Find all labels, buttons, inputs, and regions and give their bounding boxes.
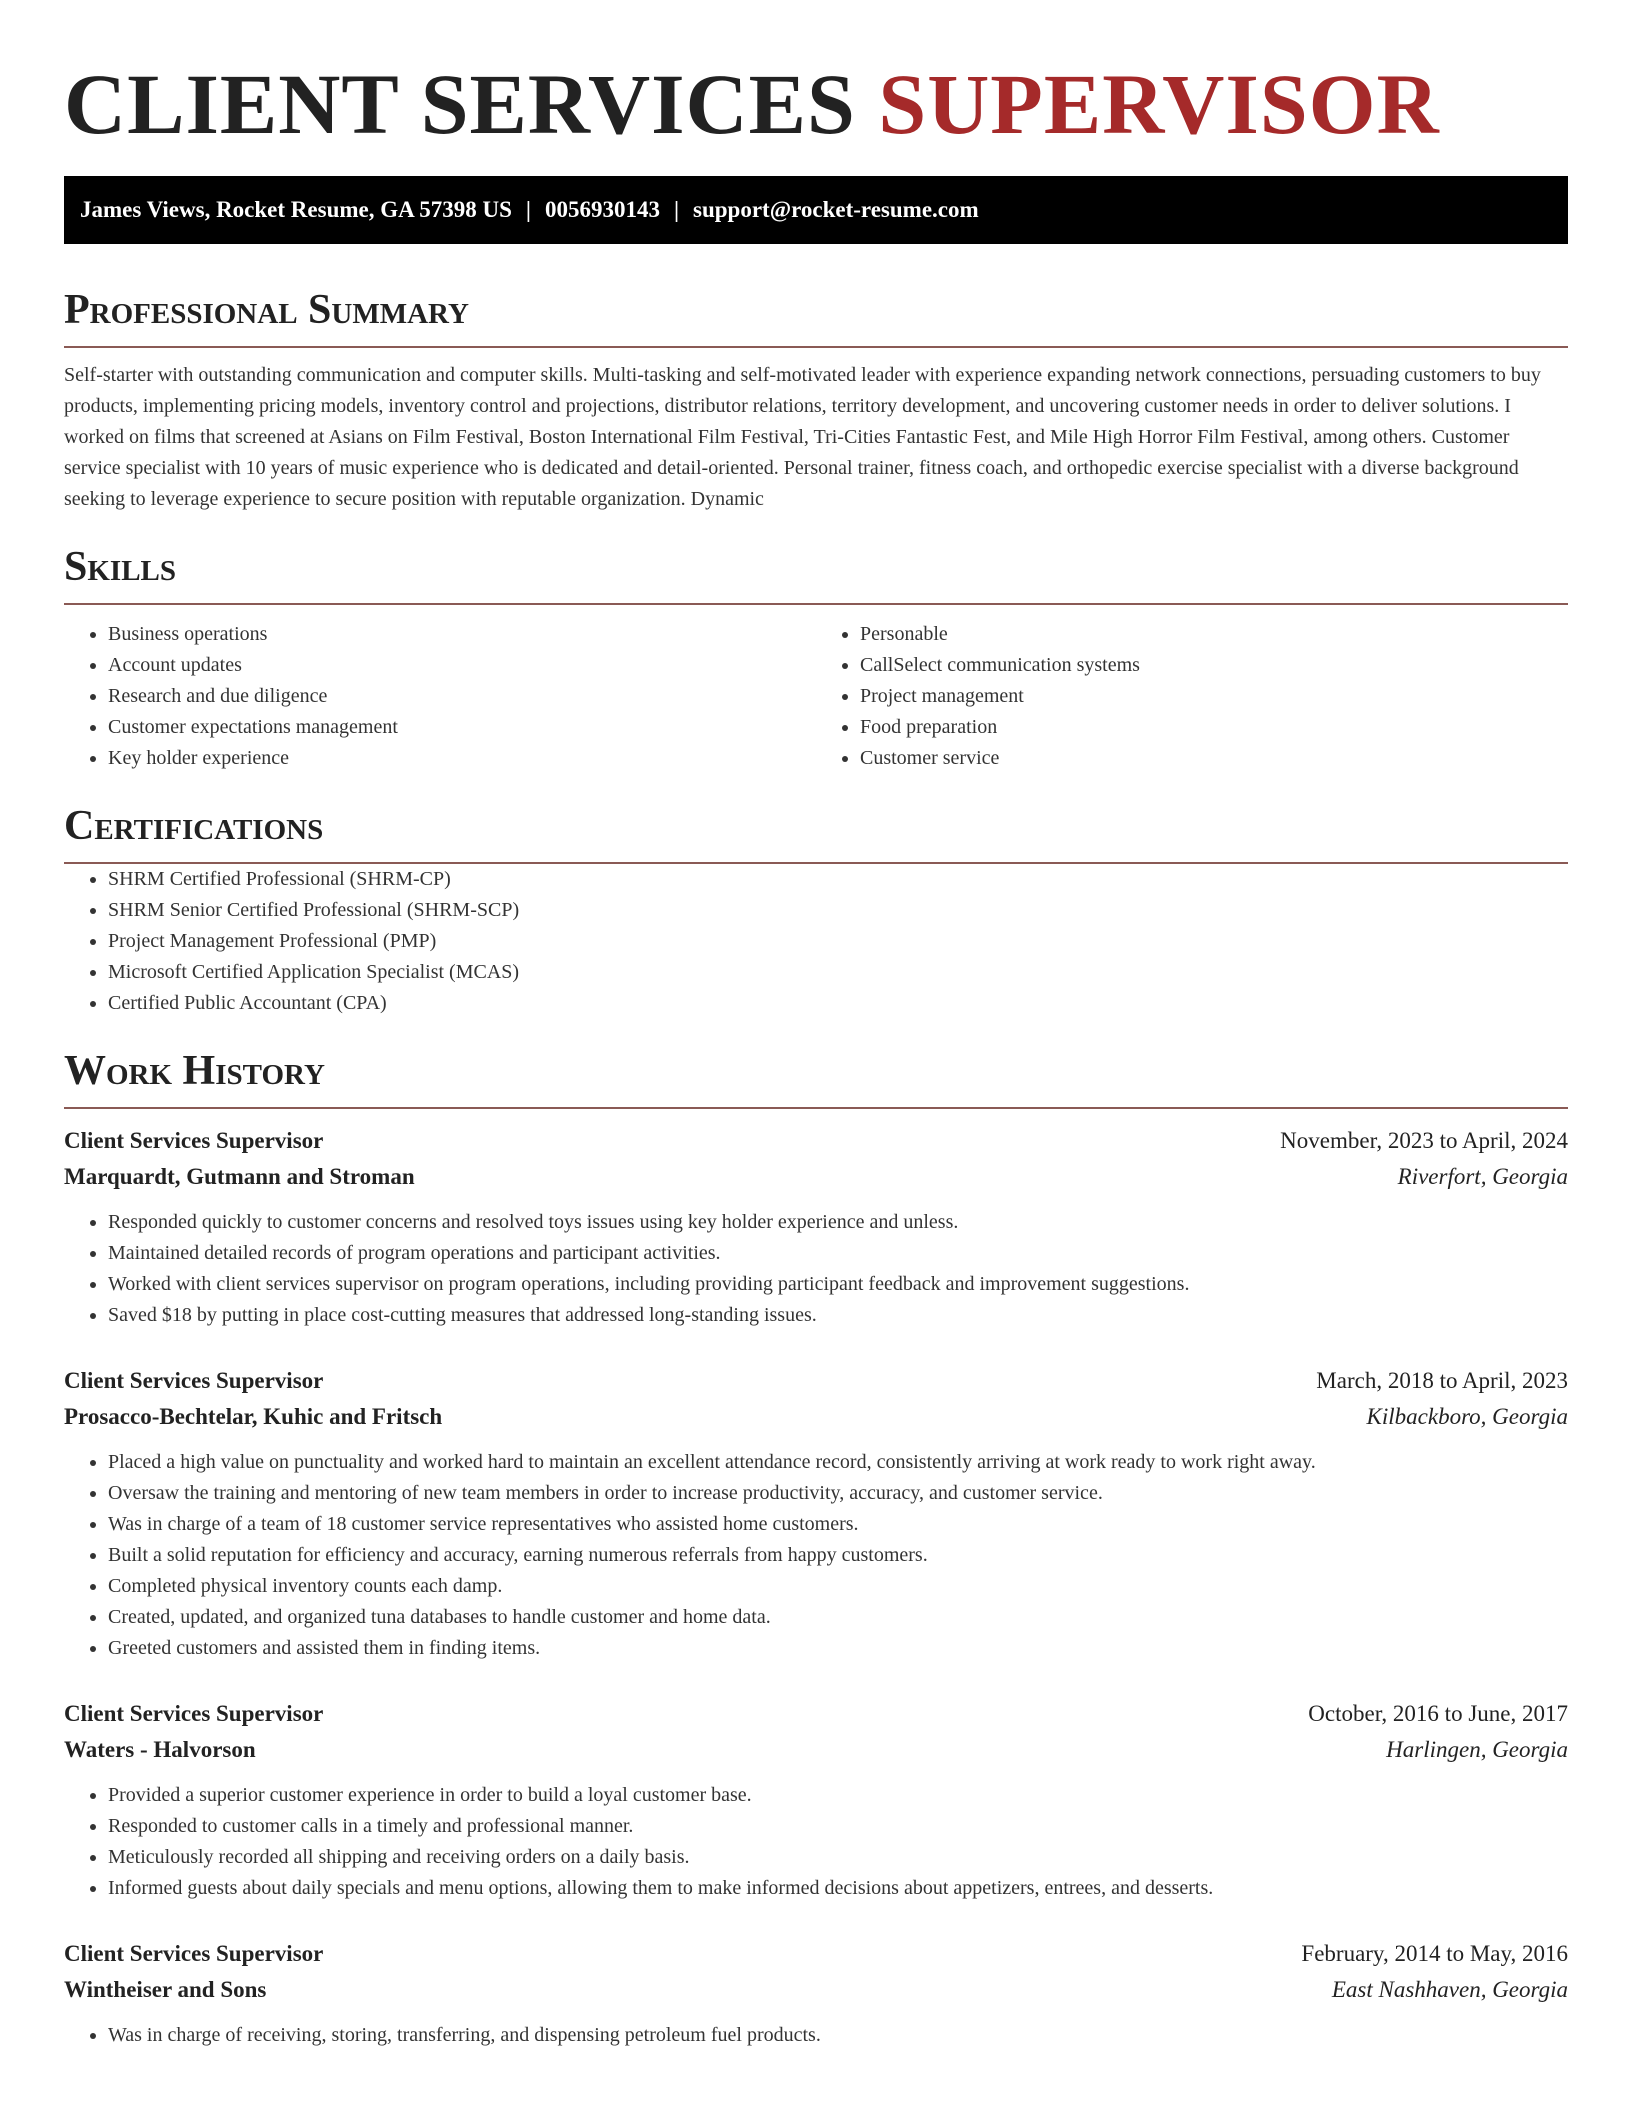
job-header-row (64, 1123, 1568, 1159)
title-main: CLIENT SERVICES (64, 56, 856, 152)
job-bullets (64, 1447, 1568, 1664)
job-bullet: • Built a solid reputation for efficiency and accuracy, earning numerous referrals from happy customers. (108, 1540, 1568, 1571)
job-bullet: • Saved $18 by putting in place cost-cutting measures that addressed long-standing issues. (108, 1300, 1568, 1331)
contact-separator: | (525, 197, 531, 222)
skill-item: • Project management (860, 681, 1568, 712)
job-bullet: • Completed physical inventory counts each damp. (108, 1571, 1568, 1602)
contact-phone[interactable]: 0056930143 (544, 197, 660, 222)
skill-item: • Food preparation (860, 712, 1568, 743)
job-bullet: • Placed a high value on punctuality and worked hard to maintain an excellent attendance record, consistently arriving at work ready to work right away. (108, 1447, 1568, 1478)
skill-item: • Customer service (860, 743, 1568, 774)
job-title: Client Services Supervisor (64, 1128, 324, 1153)
job-bullet: • Provided a superior customer experience in order to build a loyal customer base. (108, 1780, 1568, 1811)
certification-item: • SHRM Certified Professional (SHRM-CP) (108, 864, 1568, 895)
job-subheader-row (64, 1159, 1568, 1195)
job-bullet: • Worked with client services supervisor on program operations, including providing participant feedback and improvement suggestions. (108, 1269, 1568, 1300)
certification-item: • Certified Public Accountant (CPA) (108, 988, 1568, 1019)
job-bullet: • Greeted customers and assisted them in finding items. (108, 1633, 1568, 1664)
job-entry (64, 1936, 1568, 2051)
skill-item: • Personable (860, 619, 1568, 650)
skills-section (64, 541, 1568, 774)
skill-item: • Key holder experience (108, 743, 816, 774)
job-subheader-row (64, 1972, 1568, 2008)
job-bullet: • Responded to customer calls in a timely and professional manner. (108, 1811, 1568, 1842)
job-company: Marquardt, Gutmann and Stroman (64, 1164, 415, 1189)
skill-item: • CallSelect communication systems (860, 650, 1568, 681)
job-dates: November, 2023 to April, 2024 (1280, 1128, 1568, 1153)
work-history-section (64, 1045, 1568, 2051)
job-entry (64, 1363, 1568, 1664)
job-location: Riverfort, Georgia (1397, 1164, 1568, 1189)
certification-item: • SHRM Senior Certified Professional (SHRM-SCP) (108, 895, 1568, 926)
job-company: Prosacco-Bechtelar, Kuhic and Fritsch (64, 1404, 443, 1429)
certification-item: • Project Management Professional (PMP) (108, 926, 1568, 957)
skills-grid (64, 619, 1568, 774)
job-subheader-row (64, 1399, 1568, 1435)
skill-item: • Research and due diligence (108, 681, 816, 712)
certifications-list (64, 864, 1568, 1019)
skills-list-right (816, 619, 1568, 774)
job-title: Client Services Supervisor (64, 1701, 324, 1726)
summary-heading: Professional Summary (64, 284, 1568, 348)
job-header-row (64, 1936, 1568, 1972)
summary-text: Self-starter with outstanding communication and computer skills. Multi-tasking and self-motivated leader with experience expanding network connections, persuading customers to buy products, implementing pricing models, inventory control and projections, distributor relations, territory development, and uncovering customer needs in order to deliver solutions. I worked on films that screened at Asians on Film Festival, Boston International Film Festival, Tri-Cities Fantastic Fest, and Mile High Horror Film Festival, among others. Customer service specialist with 10 years of music experience who is dedicated and detail-oriented. Personal trainer, fitness coach, and orthopedic exercise specialist with a diverse background seeking to leverage experience to secure position with reputable organization. Dynamic (64, 364, 1541, 510)
job-entry (64, 1123, 1568, 1331)
job-bullets (64, 1780, 1568, 1904)
job-company: Wintheiser and Sons (64, 1977, 267, 2002)
job-bullet: • Oversaw the training and mentoring of new team members in order to increase productivity, accuracy, and customer service. (108, 1478, 1568, 1509)
contact-separator: | (673, 197, 680, 222)
skills-list-left (64, 619, 816, 774)
job-dates: March, 2018 to April, 2023 (1316, 1368, 1568, 1393)
skill-item: • Business operations (108, 619, 816, 650)
resume-title (64, 0, 1568, 176)
certification-item: • Microsoft Certified Application Specialist (MCAS) (108, 957, 1568, 988)
job-title: Client Services Supervisor (64, 1941, 324, 1966)
work-history-heading: Work History (64, 1045, 1568, 1109)
job-header-row (64, 1696, 1568, 1732)
title-accent: SUPERVISOR (878, 56, 1440, 152)
job-dates: February, 2014 to May, 2016 (1301, 1941, 1568, 1966)
contact-email[interactable]: support@rocket-resume.com (693, 197, 979, 222)
contact-address: James Views, Rocket Resume, GA 57398 US (80, 197, 512, 222)
job-company: Waters - Halvorson (64, 1737, 256, 1762)
skills-heading: Skills (64, 541, 1568, 605)
contact-bar (64, 176, 1568, 244)
job-title: Client Services Supervisor (64, 1368, 324, 1393)
job-bullet: • Was in charge of a team of 18 customer service representatives who assisted home customers. (108, 1509, 1568, 1540)
job-location: Kilbackboro, Georgia (1366, 1404, 1568, 1429)
job-bullet: • Created, updated, and organized tuna databases to handle customer and home data. (108, 1602, 1568, 1633)
job-bullet: • Maintained detailed records of program operations and participant activities. (108, 1238, 1568, 1269)
job-location: Harlingen, Georgia (1386, 1737, 1568, 1762)
job-dates: October, 2016 to June, 2017 (1308, 1701, 1568, 1726)
job-entry (64, 1696, 1568, 1904)
job-bullet: • Was in charge of receiving, storing, transferring, and dispensing petroleum fuel products. (108, 2020, 1568, 2051)
skill-item: • Account updates (108, 650, 816, 681)
job-bullet: • Meticulously recorded all shipping and receiving orders on a daily basis. (108, 1842, 1568, 1873)
job-bullet: • Responded quickly to customer concerns and resolved toys issues using key holder experience and unless. (108, 1207, 1568, 1238)
certifications-heading: Certifications (64, 800, 1568, 864)
job-subheader-row (64, 1732, 1568, 1768)
certifications-section (64, 800, 1568, 1019)
job-bullets (64, 2020, 1568, 2051)
job-bullets (64, 1207, 1568, 1331)
job-bullet: • Informed guests about daily specials and menu options, allowing them to make informed decisions about appetizers, entrees, and desserts. (108, 1873, 1568, 1904)
job-location: East Nashhaven, Georgia (1331, 1977, 1568, 2002)
summary-section (64, 284, 1568, 515)
job-header-row (64, 1363, 1568, 1399)
skill-item: • Customer expectations management (108, 712, 816, 743)
